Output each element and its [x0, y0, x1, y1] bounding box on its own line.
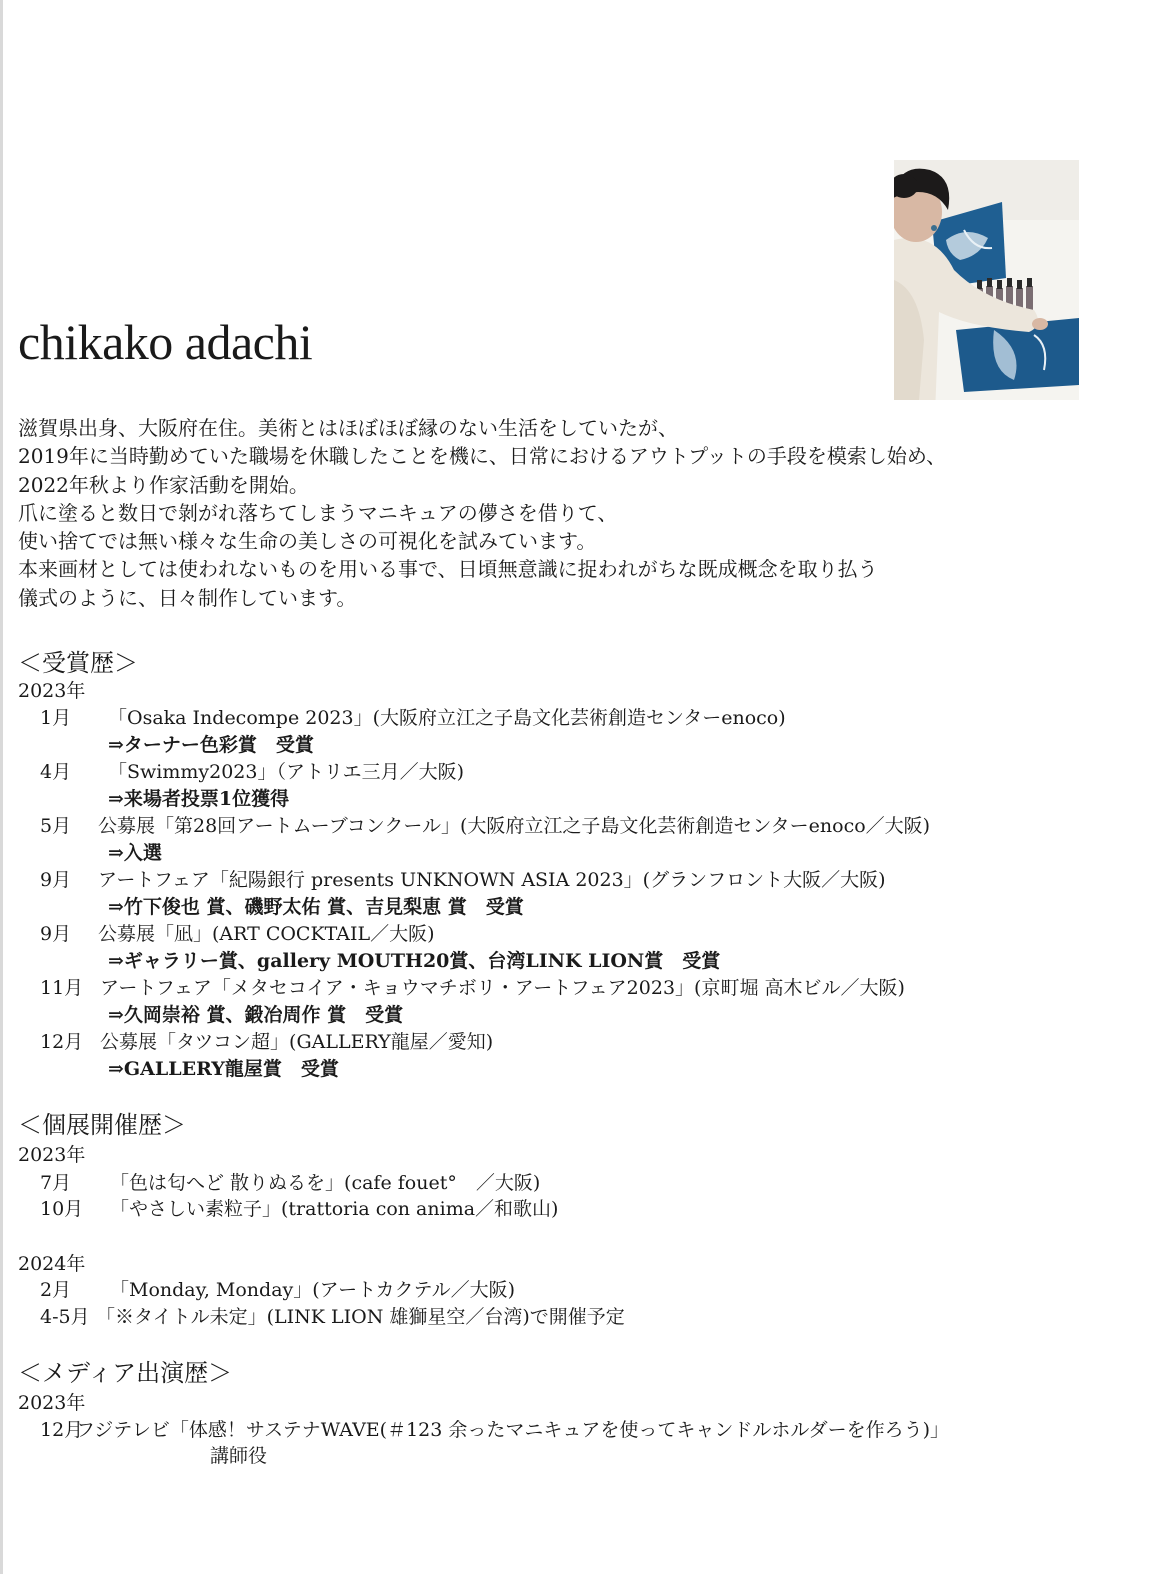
bio-line: 2019年に当時勤めていた職場を休職したことを機に、日常におけるアウトプットの手段を模索し始め、 — [18, 444, 947, 469]
solo-month: 4-5月 — [40, 1306, 90, 1328]
award-event — [40, 705, 786, 731]
award-month: 9月 — [40, 923, 72, 945]
bio-line: 滋賀県出身、大阪府在住。美術とはほぼほぼ縁のない生活をしていたが、 — [18, 416, 678, 440]
solo-event: 「色は匂へど 散りぬるを」(cafe fouet° ／大阪) — [110, 1172, 541, 1194]
award-month: 4月 — [40, 761, 72, 783]
award-result: ⇒来場者投票1位獲得 — [108, 788, 290, 810]
artist-bio — [18, 414, 1138, 612]
award-event-text: 公募展「第28回アートムーブコンクール」(大阪府立江之子島文化芸術創造センターenoco／大阪) — [98, 815, 931, 837]
media-role: 講師役 — [210, 1445, 268, 1467]
award-result: ⇒竹下俊也 賞、磯野太佑 賞、吉見梨恵 賞 受賞 — [108, 896, 524, 918]
page-left-border — [0, 0, 3, 1574]
award-month: 11月 — [40, 977, 84, 999]
solo-item — [40, 1196, 559, 1222]
award-event-text: 公募展「タツコン超」(GALLERY龍屋／愛知) — [100, 1031, 494, 1053]
artist-name: chikako adachi — [18, 314, 313, 370]
media-heading: ＜メディア出演歴＞ — [18, 1359, 233, 1387]
award-event — [40, 759, 465, 785]
award-month: 12月 — [40, 1031, 84, 1053]
award-month: 1月 — [40, 707, 72, 729]
media-text: フジテレビ「体感！サステナWAVE(＃123 余ったマニキュアを使ってキャンドルホルダーを作ろう)」 — [76, 1419, 950, 1441]
awards-year: 2023年 — [18, 680, 86, 702]
award-event-text: 「Osaka Indecompe 2023」(大阪府立江之子島文化芸術創造センターenoco) — [108, 707, 786, 729]
solo-year: 2023年 — [18, 1144, 86, 1166]
awards-heading: ＜受賞歴＞ — [18, 649, 138, 677]
solo-event: 「※タイトル未定」(LINK LION 雄獅星空／台湾)で開催予定 — [96, 1306, 625, 1328]
award-result: ⇒入選 — [108, 842, 162, 864]
solo-item — [40, 1304, 625, 1330]
solo-month: 2月 — [40, 1279, 72, 1301]
award-month: 5月 — [40, 815, 72, 837]
bio-line: 2022年秋より作家活動を開始。 — [18, 472, 309, 497]
solo-month: 10月 — [40, 1198, 84, 1220]
award-result: ⇒久岡崇裕 賞、鍛冶周作 賞 受賞 — [108, 1004, 404, 1026]
award-event-text: 「Swimmy2023」（アトリエ三月／大阪) — [108, 761, 465, 783]
solo-heading: ＜個展開催歴＞ — [18, 1111, 186, 1139]
award-event-text: 公募展「凪」(ART COCKTAIL／大阪) — [98, 923, 435, 945]
media-month: 12月 — [40, 1419, 84, 1441]
solo-year: 2024年 — [18, 1253, 86, 1275]
award-event — [40, 921, 435, 947]
solo-event: 「やさしい素粒子」(trattoria con anima／和歌山) — [110, 1198, 559, 1220]
bio-line: 使い捨てでは無い様々な生命の美しさの可視化を試みています。 — [18, 529, 597, 554]
award-event — [40, 1029, 494, 1055]
solo-event: 「Monday, Monday」(アートカクテル／大阪) — [110, 1279, 516, 1301]
award-month: 9月 — [40, 869, 72, 891]
artist-photo — [894, 160, 1079, 400]
solo-item — [40, 1170, 541, 1196]
bio-line: 爪に塗ると数日で剝がれ落ちてしまうマニキュアの儚さを借りて、 — [18, 500, 618, 525]
award-result: ⇒GALLERY龍屋賞 受賞 — [108, 1058, 339, 1080]
media-item — [40, 1417, 950, 1443]
solo-item — [40, 1277, 516, 1303]
award-event — [40, 867, 886, 893]
award-result: ⇒ターナー色彩賞 受賞 — [108, 734, 314, 756]
media-year: 2023年 — [18, 1392, 86, 1414]
award-event — [40, 813, 931, 839]
award-event-text: アートフェア「メタセコイア・キョウマチボリ・アートフェア2023」(京町堀 高木ビル／大阪) — [100, 977, 905, 999]
award-event-text: アートフェア「紀陽銀行 presents UNKNOWN ASIA 2023」(グランフロント大阪／大阪) — [98, 869, 886, 891]
solo-month: 7月 — [40, 1172, 72, 1194]
award-event — [40, 975, 905, 1001]
bio-line: 本来画材としては使われないものを用いる事で、日頃無意識に捉われがちな既成概念を取り払う — [18, 557, 878, 582]
award-result: ⇒ギャラリー賞、gallery MOUTH20賞、台湾LINK LION賞 受賞 — [108, 950, 721, 972]
bio-line: 儀式のように、日々制作しています。 — [18, 585, 357, 610]
